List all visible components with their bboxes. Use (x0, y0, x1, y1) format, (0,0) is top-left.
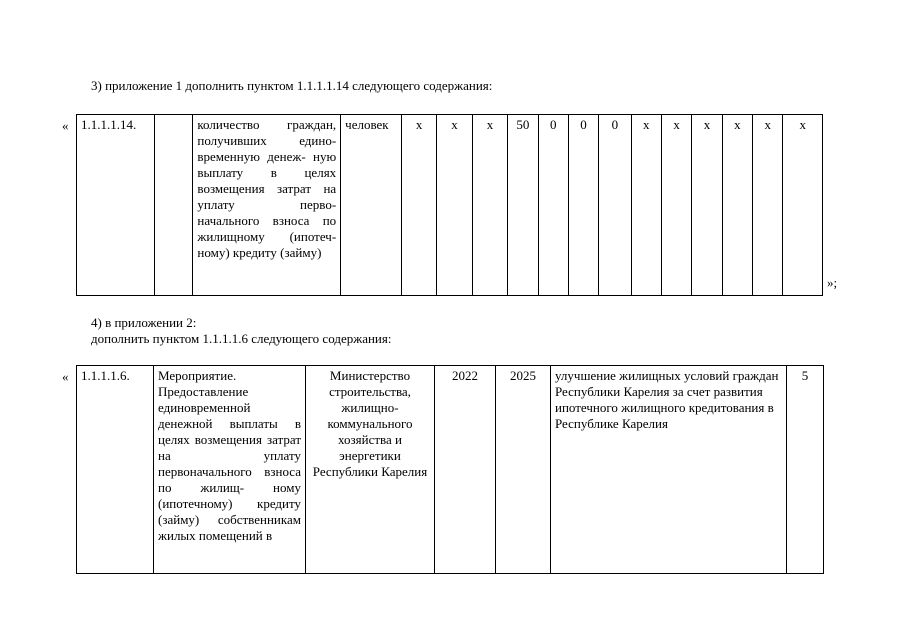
activity-cell: Мероприятие. Предоставление единовременной денежной выплаты в целях возмещения затрат на уплату первоначального взноса по жилищ- ному (ипотечному) кредиту (займу) собственникам жилых помещений в (154, 366, 306, 574)
value-cell: 0 (599, 115, 631, 296)
section3-intro: 3) приложение 1 дополнить пунктом 1.1.1.1.14 следующего содержания: (91, 78, 493, 93)
value-cell: х (692, 115, 722, 296)
year-end-cell: 2025 (496, 366, 551, 574)
item-number-cell: 1.1.1.1.14. (77, 115, 155, 296)
value-cell: х (631, 115, 661, 296)
section3-close-quote: »; (827, 275, 838, 290)
section4-intro-line1: 4) в приложении 2: (91, 315, 197, 330)
value-cell: х (753, 115, 783, 296)
section4-open-quote: « (62, 369, 69, 384)
empty-cell (154, 115, 192, 296)
table-row (77, 115, 823, 296)
value-cell: 0 (568, 115, 598, 296)
value-cell: х (472, 115, 507, 296)
section3-table (76, 114, 823, 296)
result-cell: улучшение жилищных условий граждан Республики Карелия за счет развития ипотечного жилищного кредитования в Республике Карелия (551, 366, 787, 574)
value-cell: х (437, 115, 472, 296)
value-cell: х (401, 115, 436, 296)
section3-open-quote: « (62, 118, 69, 133)
year-start-cell: 2022 (435, 366, 496, 574)
unit-cell: человек (341, 115, 402, 296)
link-cell: 5 (787, 366, 824, 574)
section4-intro-line2: дополнить пунктом 1.1.1.1.6 следующего содержания: (91, 331, 392, 346)
value-cell: 50 (508, 115, 538, 296)
value-cell: х (722, 115, 752, 296)
value-cell: 0 (538, 115, 568, 296)
executor-cell: Министерство строительства, жилищно- коммунального хозяйства и энергетики Республики Карелия (306, 366, 435, 574)
value-cell: х (661, 115, 691, 296)
section4-table (76, 365, 824, 574)
indicator-cell: количество граждан, получивших едино- временную денеж- ную выплату в целях возмещения затрат на уплату перво- начального взноса по жилищному (ипотеч- ному) кредиту (займу) (193, 115, 341, 296)
table-row (77, 366, 824, 574)
item-number-cell: 1.1.1.1.6. (77, 366, 154, 574)
value-cell: х (783, 115, 823, 296)
